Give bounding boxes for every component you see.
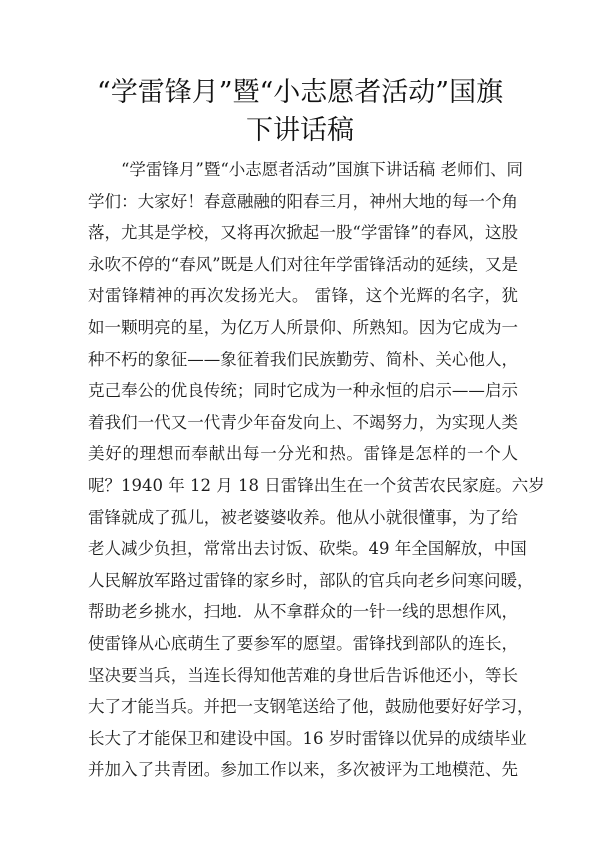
body-line: 着我们一代又一代青少年奋发向上、不竭努力，为实现人类 — [88, 412, 518, 432]
body-line: 坚决要当兵，当连长得知他苦难的身世后告诉他还小，等长 — [88, 665, 518, 685]
body-line: 美好的理想而奉献出每一分光和热。雷锋是怎样的一个人 — [88, 444, 518, 464]
title-line: “学雷锋月”暨“小志愿者活动”国旗 — [96, 77, 504, 108]
body-line: 种不朽的象征——象征着我们民族勤劳、简朴、关心他人， — [88, 349, 518, 369]
body-line: 对雷锋精神的再次发扬光大。 雷锋，这个光辉的名字，犹 — [88, 286, 518, 306]
body-line: 学们：大家好！春意融融的阳春三月，神州大地的每一个角 — [88, 191, 518, 211]
body-line: 克己奉公的优良传统；同时它成为一种永恒的启示——启示 — [88, 381, 518, 401]
body-line: 雷锋就成了孤儿，被老婆婆收养。他从小就很懂事，为了给 — [88, 507, 518, 527]
body-line: 长大了才能保卫和建设中国。16 岁时雷锋以优异的成绩毕业 — [88, 728, 527, 748]
body-line: 落，尤其是学校，又将再次掀起一股“学雷锋”的春风，这股 — [88, 223, 518, 243]
body-line: 如一颗明亮的星，为亿万人所景仰、所熟知。因为它成为一 — [88, 317, 518, 337]
body-line: 帮助老乡挑水，扫地．从不拿群众的一针一线的思想作风， — [88, 602, 518, 622]
body-line: 老人减少负担，常常出去讨饭、砍柴。49 年全国解放，中国 — [88, 539, 527, 559]
body-line: “学雷锋月”暨“小志愿者活动”国旗下讲话稿 老师们、同 — [121, 160, 523, 179]
body-line: 呢？1940 年 12 月 18 日雷锋出生在一个贫苦农民家庭。六岁 — [88, 475, 545, 495]
body-line: 大了才能当兵。并把一支钢笔送给了他，鼓励他要好好学习， — [88, 697, 534, 717]
body-line: 人民解放军路过雷锋的家乡时，部队的官兵向老乡问寒问暖， — [88, 570, 534, 590]
body-line: 并加入了共青团。参加工作以来，多次被评为工地模范、先 — [88, 760, 518, 780]
body-line: 使雷锋从心底萌生了要参军的愿望。雷锋找到部队的连长， — [88, 633, 518, 653]
document-body — [88, 154, 545, 786]
body-line: 永吹不停的“春风”既是人们对往年学雷锋活动的延续，又是 — [88, 254, 518, 274]
document-title — [60, 74, 540, 150]
title-line: 下讲话稿 — [246, 115, 354, 146]
